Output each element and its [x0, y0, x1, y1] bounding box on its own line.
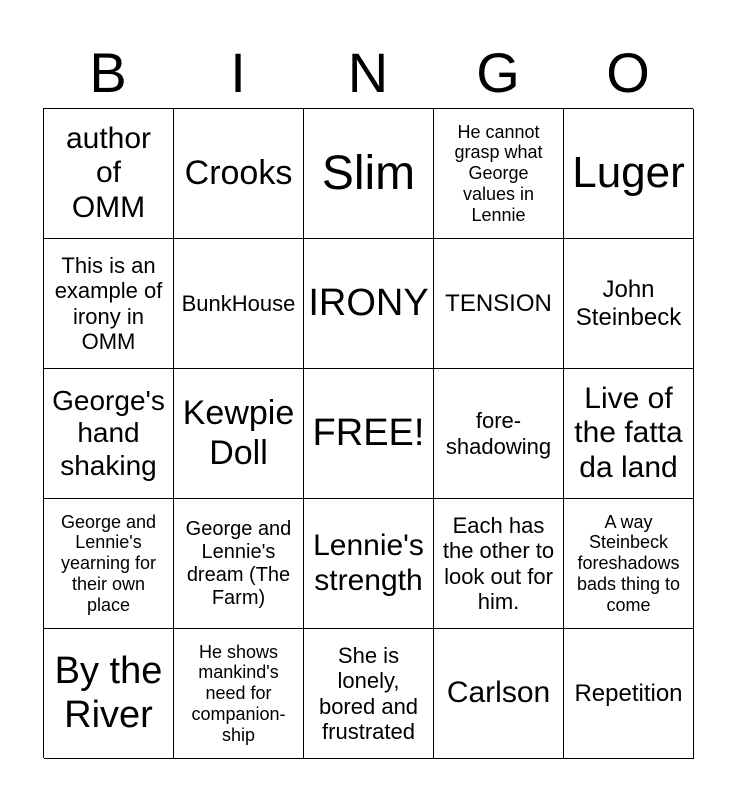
- cell-text: Luger: [572, 148, 685, 198]
- bingo-card-grid: [43, 108, 693, 758]
- cell-text: John Steinbeck: [575, 275, 682, 331]
- cell-text: TENSION: [445, 289, 552, 317]
- bingo-cell[interactable]: [174, 239, 304, 369]
- bingo-cell[interactable]: [44, 109, 174, 239]
- cell-text: BunkHouse: [181, 290, 296, 316]
- bingo-cell[interactable]: [304, 109, 434, 239]
- header-letter-i: I: [230, 41, 246, 104]
- bingo-cell[interactable]: [44, 629, 174, 759]
- cell-text: Lennie's strength: [313, 529, 424, 597]
- bingo-cell[interactable]: [44, 239, 174, 369]
- bingo-cell[interactable]: [304, 239, 434, 369]
- bingo-cell[interactable]: [434, 239, 564, 369]
- cell-text: He cannot grasp what George values in Lennie: [454, 121, 543, 225]
- cell-text: George and Lennie's yearning for their own place: [60, 511, 157, 615]
- cell-text: FREE!: [312, 411, 425, 454]
- bingo-cell[interactable]: [564, 109, 694, 239]
- bingo-cell[interactable]: [304, 629, 434, 759]
- bingo-header: [43, 38, 693, 108]
- header-letter-b: B: [89, 41, 127, 104]
- bingo-cell[interactable]: [564, 369, 694, 499]
- bingo-cell[interactable]: [564, 499, 694, 629]
- cell-text: Live of the fatta da land: [574, 381, 683, 484]
- cell-text: Repetition: [574, 679, 683, 707]
- bingo-cell[interactable]: [434, 369, 564, 499]
- bingo-cell[interactable]: [434, 629, 564, 759]
- bingo-cell[interactable]: [174, 109, 304, 239]
- cell-text: George and Lennie's dream (The Farm): [185, 517, 292, 609]
- cell-text: Kewpie Doll: [182, 394, 295, 472]
- bingo-cell[interactable]: [174, 499, 304, 629]
- bingo-cell[interactable]: [44, 369, 174, 499]
- cell-text: George's hand shaking: [52, 385, 165, 481]
- cell-text: author of OMM: [65, 121, 152, 224]
- bingo-cell[interactable]: [434, 109, 564, 239]
- header-letter-o: O: [606, 41, 650, 104]
- cell-text: He shows mankind's need for companion-ship: [191, 641, 286, 745]
- cell-text: IRONY: [308, 281, 429, 324]
- cell-text: This is an example of irony in OMM: [54, 252, 163, 354]
- cell-text: Crooks: [184, 153, 293, 192]
- header-letter-g: G: [476, 41, 520, 104]
- cell-text: A way Steinbeck foreshadows bads thing to come: [576, 511, 681, 615]
- cell-text: fore-shadowing: [445, 408, 552, 459]
- cell-text: By the River: [54, 649, 163, 736]
- cell-text: Each has the other to look out for him.: [442, 512, 555, 614]
- bingo-cell[interactable]: [174, 369, 304, 499]
- cell-text: She is lonely, bored and frustrated: [318, 642, 419, 744]
- bingo-cell[interactable]: [564, 239, 694, 369]
- bingo-cell[interactable]: [174, 629, 304, 759]
- bingo-cell[interactable]: [304, 499, 434, 629]
- bingo-cell[interactable]: [434, 499, 564, 629]
- bingo-cell[interactable]: [304, 369, 434, 499]
- cell-text: Slim: [321, 146, 416, 200]
- bingo-cell[interactable]: [564, 629, 694, 759]
- bingo-cell[interactable]: [44, 499, 174, 629]
- cell-text: Carlson: [446, 676, 551, 710]
- header-letter-n: N: [347, 41, 389, 104]
